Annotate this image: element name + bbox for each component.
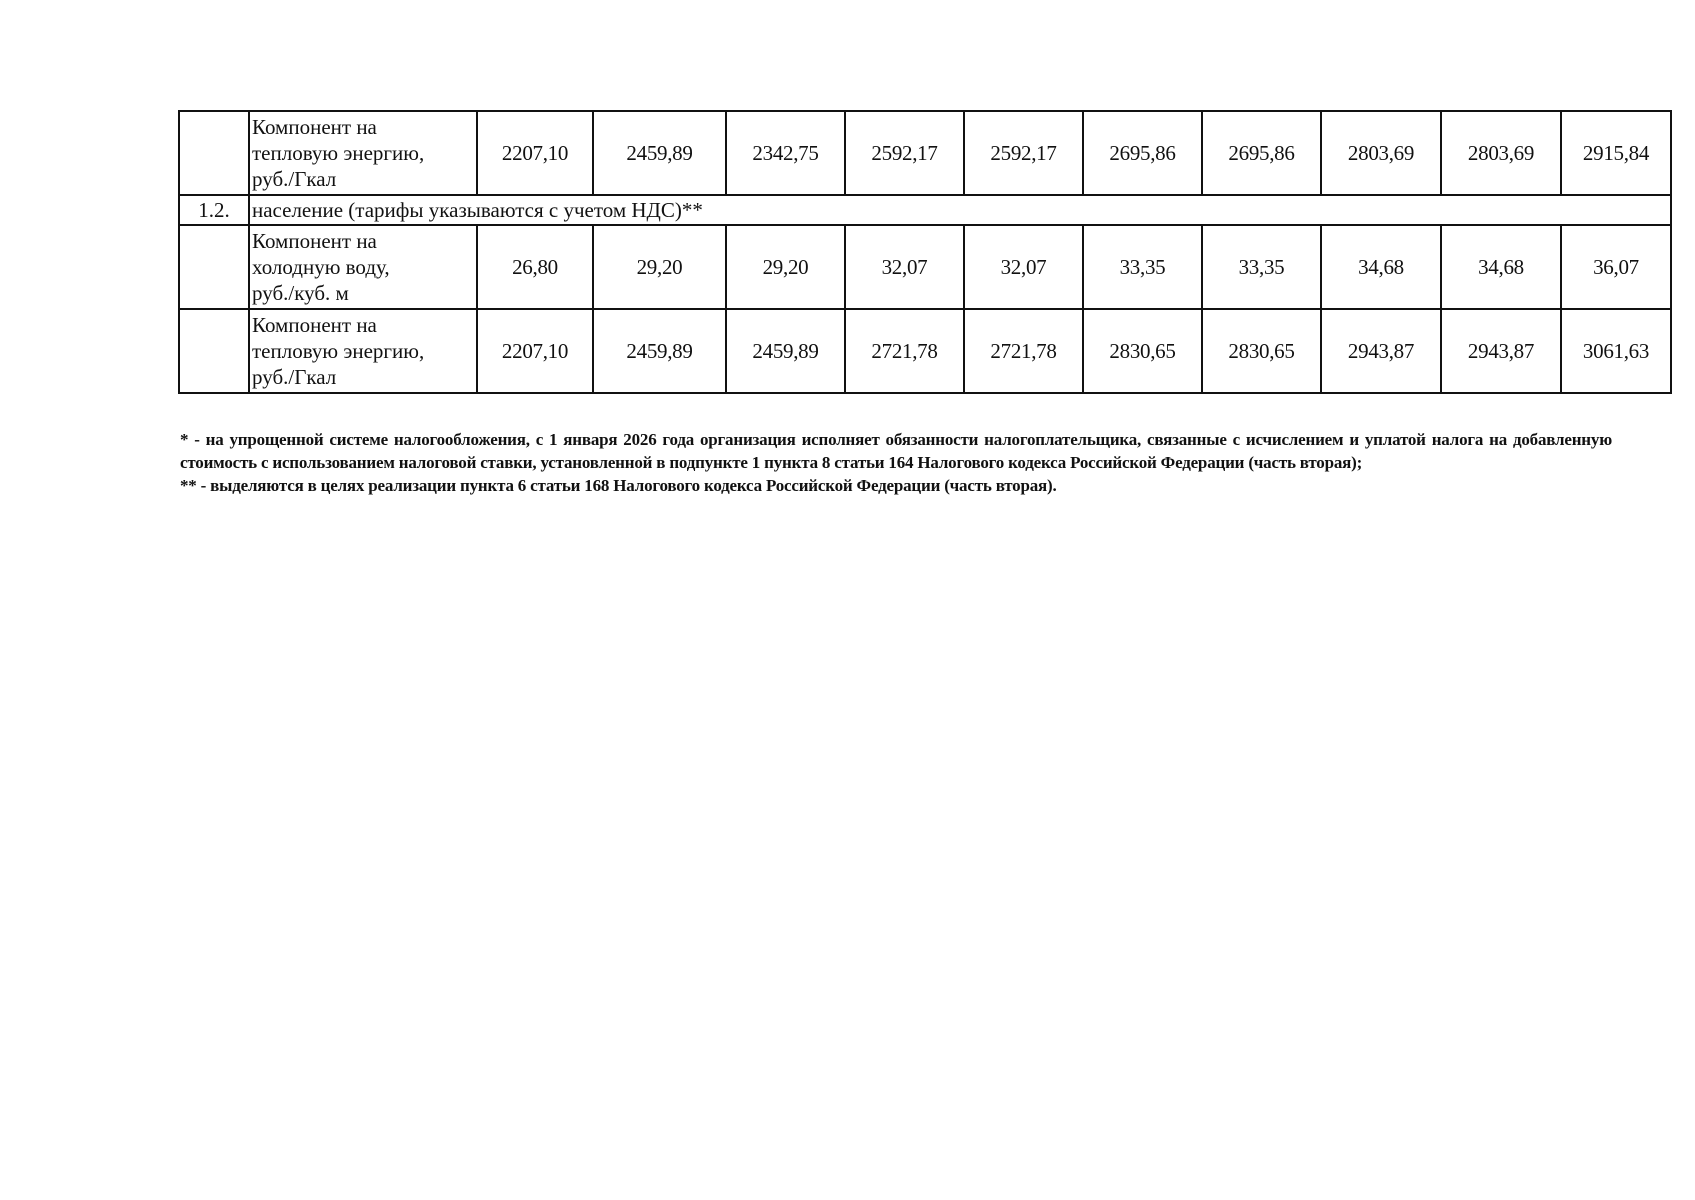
- footnote-vat-allocation: ** - выделяются в целях реализации пункта 6 статьи 168 Налогового кодекса Российской Федерации (часть вторая).: [180, 476, 1057, 495]
- table-cell: 32,07: [964, 225, 1083, 309]
- table-cell: 34,68: [1321, 225, 1441, 309]
- table-cell: 2695,86: [1083, 111, 1202, 195]
- table-cell: 3061,63: [1561, 309, 1671, 393]
- table-cell: 2592,17: [845, 111, 964, 195]
- footnotes: [180, 428, 1612, 497]
- table-cell: 2830,65: [1202, 309, 1321, 393]
- table-cell: 2830,65: [1083, 309, 1202, 393]
- table-cell: 2915,84: [1561, 111, 1671, 195]
- row-index: [179, 309, 249, 393]
- table-row: [179, 309, 1671, 393]
- table-cell: 2459,89: [593, 309, 726, 393]
- table-cell: 36,07: [1561, 225, 1671, 309]
- table-cell: 2721,78: [964, 309, 1083, 393]
- table-cell: 2207,10: [477, 111, 593, 195]
- table-cell: 33,35: [1083, 225, 1202, 309]
- table-cell: 32,07: [845, 225, 964, 309]
- table-cell: 2592,17: [964, 111, 1083, 195]
- tariff-table: [178, 110, 1672, 394]
- table-cell: 2207,10: [477, 309, 593, 393]
- section-label: население (тарифы указываются с учетом НДС)**: [249, 195, 1671, 225]
- table-cell: 2459,89: [726, 309, 845, 393]
- row-label: Компонент на тепловую энергию, руб./Гкал: [249, 309, 477, 393]
- table-row: [179, 225, 1671, 309]
- table-row: [179, 111, 1671, 195]
- row-index: [179, 111, 249, 195]
- table-cell: 26,80: [477, 225, 593, 309]
- table-cell: 2803,69: [1321, 111, 1441, 195]
- table-cell: 29,20: [593, 225, 726, 309]
- table-cell: 2943,87: [1321, 309, 1441, 393]
- table-cell: 34,68: [1441, 225, 1561, 309]
- table-section-row: [179, 195, 1671, 225]
- row-index: [179, 225, 249, 309]
- row-label: Компонент на тепловую энергию, руб./Гкал: [249, 111, 477, 195]
- table-cell: 2803,69: [1441, 111, 1561, 195]
- table-cell: 2342,75: [726, 111, 845, 195]
- table-cell: 2459,89: [593, 111, 726, 195]
- table-cell: 2695,86: [1202, 111, 1321, 195]
- table-cell: 2943,87: [1441, 309, 1561, 393]
- table-cell: 29,20: [726, 225, 845, 309]
- table-cell: 2721,78: [845, 309, 964, 393]
- footnote-vat-simplified: * - на упрощенной системе налогообложения, с 1 января 2026 года организация исполняет обязанности налогоплательщика, связанные с исчислением и уплатой налога на добавленную стоимость с использованием налоговой ставки, установленной в подпункте 1 пункта 8 статьи 164 Налогового кодекса Российской Федерации (часть вторая);: [180, 430, 1612, 472]
- row-index: 1.2.: [179, 195, 249, 225]
- row-label: Компонент на холодную воду, руб./куб. м: [249, 225, 477, 309]
- table-cell: 33,35: [1202, 225, 1321, 309]
